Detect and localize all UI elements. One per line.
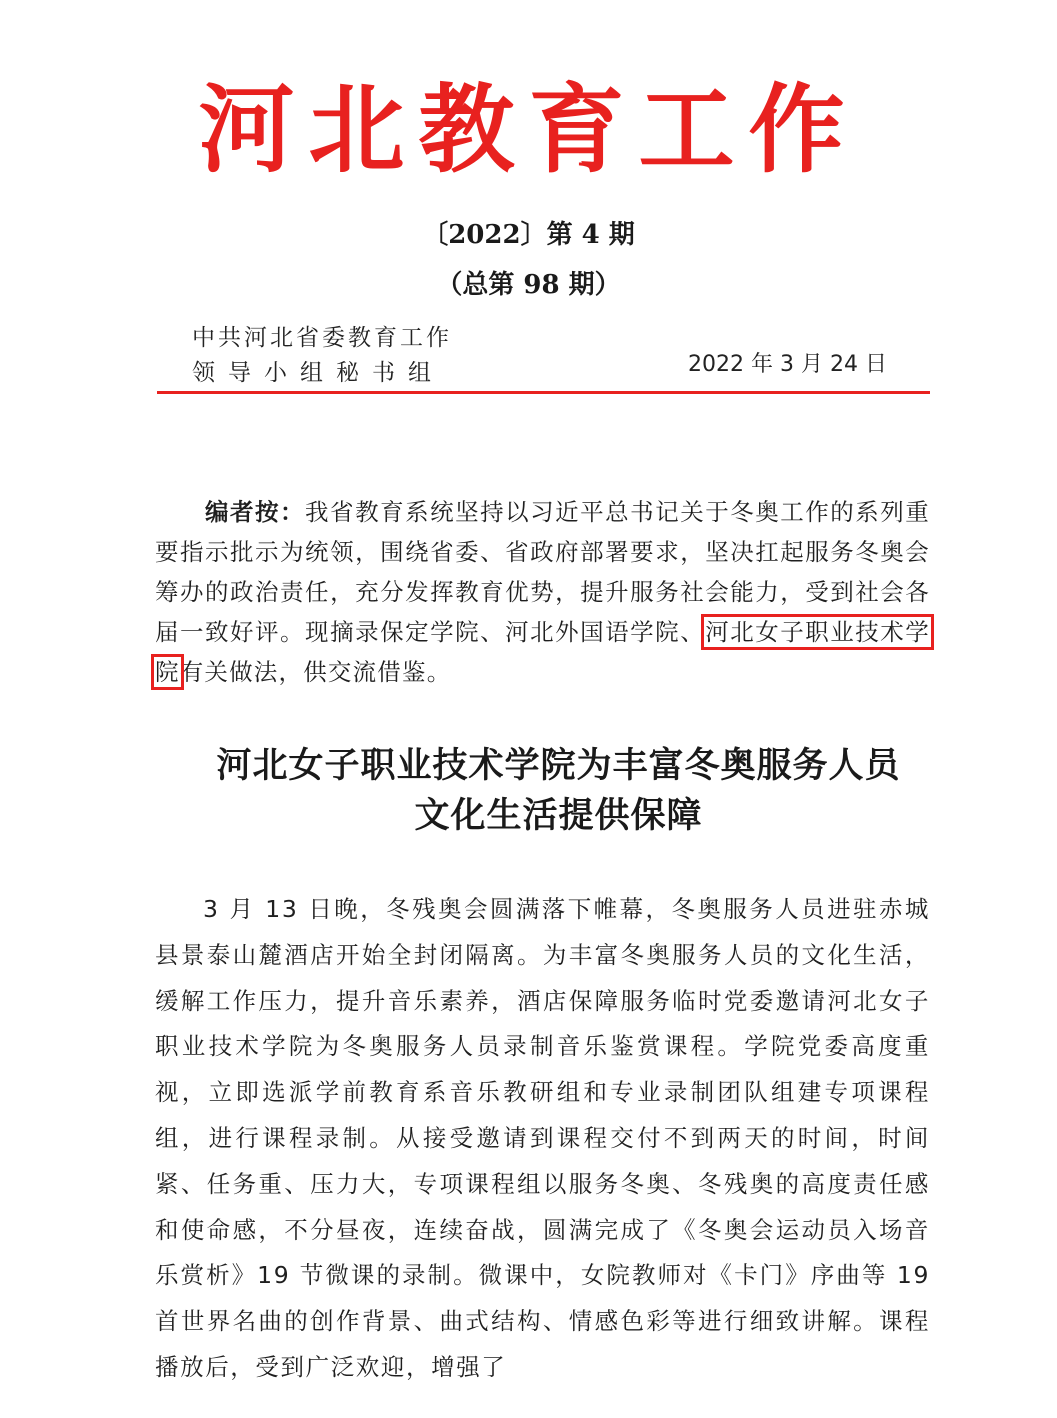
publisher-line-2: 领导小组秘书组 [192, 360, 444, 386]
editor-note-label: 编者按： [205, 498, 306, 526]
publication-date: 2022 年 3 月 24 日 [688, 352, 887, 377]
editor-note-text: 我省教育系统坚持以习近平总书记关于冬奥工作的系列重要指示批示为统领，围绕省委、省政府部署要求，坚决扛起服务冬奥会筹办的政治责任，充分发挥教育优势，提升服务社会能力，受到社会各届一致好评。现摘录保定学院、河北外国语学院、 [155, 498, 930, 646]
article-title-line-2: 文化生活提供保障 [414, 795, 703, 836]
editor-note [155, 492, 930, 692]
highlighted-institution: 河北女子职业技术学院 [155, 618, 930, 686]
publisher-line-1: 中共河北省委教育工作 [192, 325, 452, 351]
issue-total: （总第 98 期） [436, 270, 621, 300]
issue-number: 〔2022〕第 4 期 [422, 220, 635, 250]
masthead-title: 河北教育工作 [198, 73, 859, 186]
header-divider [157, 391, 930, 394]
editor-note-text-end: 有关做法，供交流借鉴。 [179, 658, 452, 686]
article-body: 3 月 13 日晚，冬残奥会圆满落下帷幕，冬奥服务人员进驻赤城县景泰山麓酒店开始全封闭隔离。为丰富冬奥服务人员的文化生活，缓解工作压力，提升音乐素养，酒店保障服务临时党委邀请河北女子职业技术学院为冬奥服务人员录制音乐鉴赏课程。学院党委高度重视，立即选派学前教育系音乐教研组和专业录制团队组建专项课程组，进行课程录制。从接受邀请到课程交付不到两天的时间，时间紧、任务重、压力大，专项课程组以服务冬奥、冬残奥的高度责任感和使命感，不分昼夜，连续奋战，圆满完成了《冬奥会运动员入场音乐赏析》19 节微课的录制。微课中，女院教师对《卡门》序曲等 19 首世界名曲的创作背景、曲式结构、情感色彩等进行细致讲解。课程播放后，受到广泛欢迎，增强了 [155, 895, 930, 1381]
article-title-line-1: 河北女子职业技术学院为丰富冬奥服务人员 [216, 745, 901, 786]
